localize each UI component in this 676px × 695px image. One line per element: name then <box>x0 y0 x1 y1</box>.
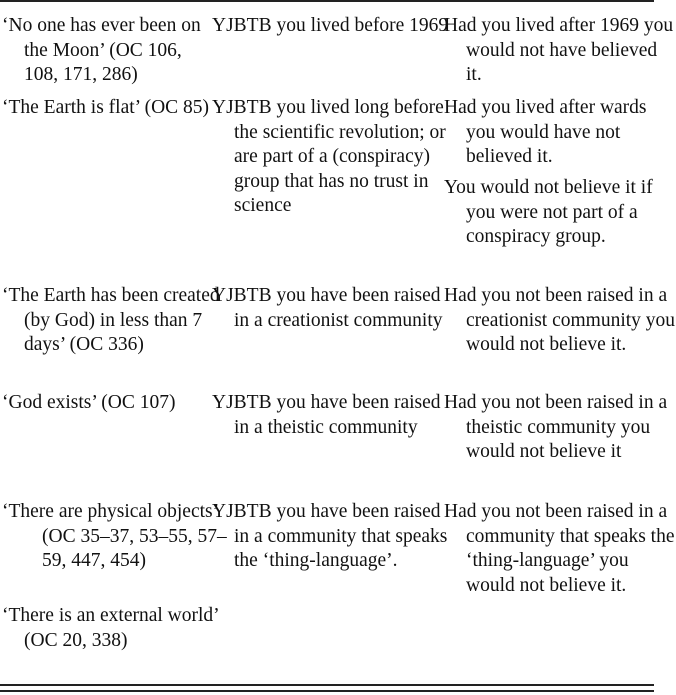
claim-god: ‘God exists’ (OC 107) <box>2 392 176 413</box>
counterfactual-creation: Had you not been raised in a creationist community you would not believe it. <box>444 285 676 355</box>
bottom-rule-1 <box>0 684 654 686</box>
claim-creation: ‘The Earth has been created (by God) in less than 7 days’ (OC 336) <box>2 285 220 355</box>
bottom-rule-2 <box>0 690 654 692</box>
condition-physical-objects: YJBTB you have been raised in a community that speaks the ‘thing-language’. <box>212 501 448 571</box>
condition-creation: YJBTB you have been raised in a creationist community <box>212 285 443 331</box>
condition-god: YJBTB you have been raised in a theistic community <box>212 392 441 438</box>
counterfactual-god: Had you not been raised in a theistic community you would not believe it <box>444 392 668 462</box>
claim-physical-objects: ‘There are physical objects’ (OC 35–37, 53–55, 57–59, 447, 454) <box>2 501 227 571</box>
claim-moon: ‘No one has ever been on the Moon’ (OC 106, 108, 171, 286) <box>2 15 201 85</box>
condition-moon: YJBTB you lived before 1969 <box>212 15 449 36</box>
claim-flat-earth: ‘The Earth is flat’ (OC 85) <box>2 97 210 118</box>
top-rule <box>0 0 654 2</box>
counterfactual-physical-objects: Had you not been raised in a community that speaks the ‘thing-language’ you would not believe it. <box>444 501 675 596</box>
counterfactual-flat-earth-2: You would not believe it if you were not part of a conspiracy group. <box>444 177 653 247</box>
counterfactual-flat-earth-1: Had you lived after wards you would have not believed it. <box>444 97 647 167</box>
counterfactual-moon: Had you lived after 1969 you would not have believed it. <box>444 15 674 85</box>
condition-flat-earth: YJBTB you lived long before the scientific revolution; or are part of a (conspiracy) group that has no trust in science <box>212 97 446 216</box>
claim-external-world: ‘There is an external world’ (OC 20, 338) <box>2 605 219 651</box>
